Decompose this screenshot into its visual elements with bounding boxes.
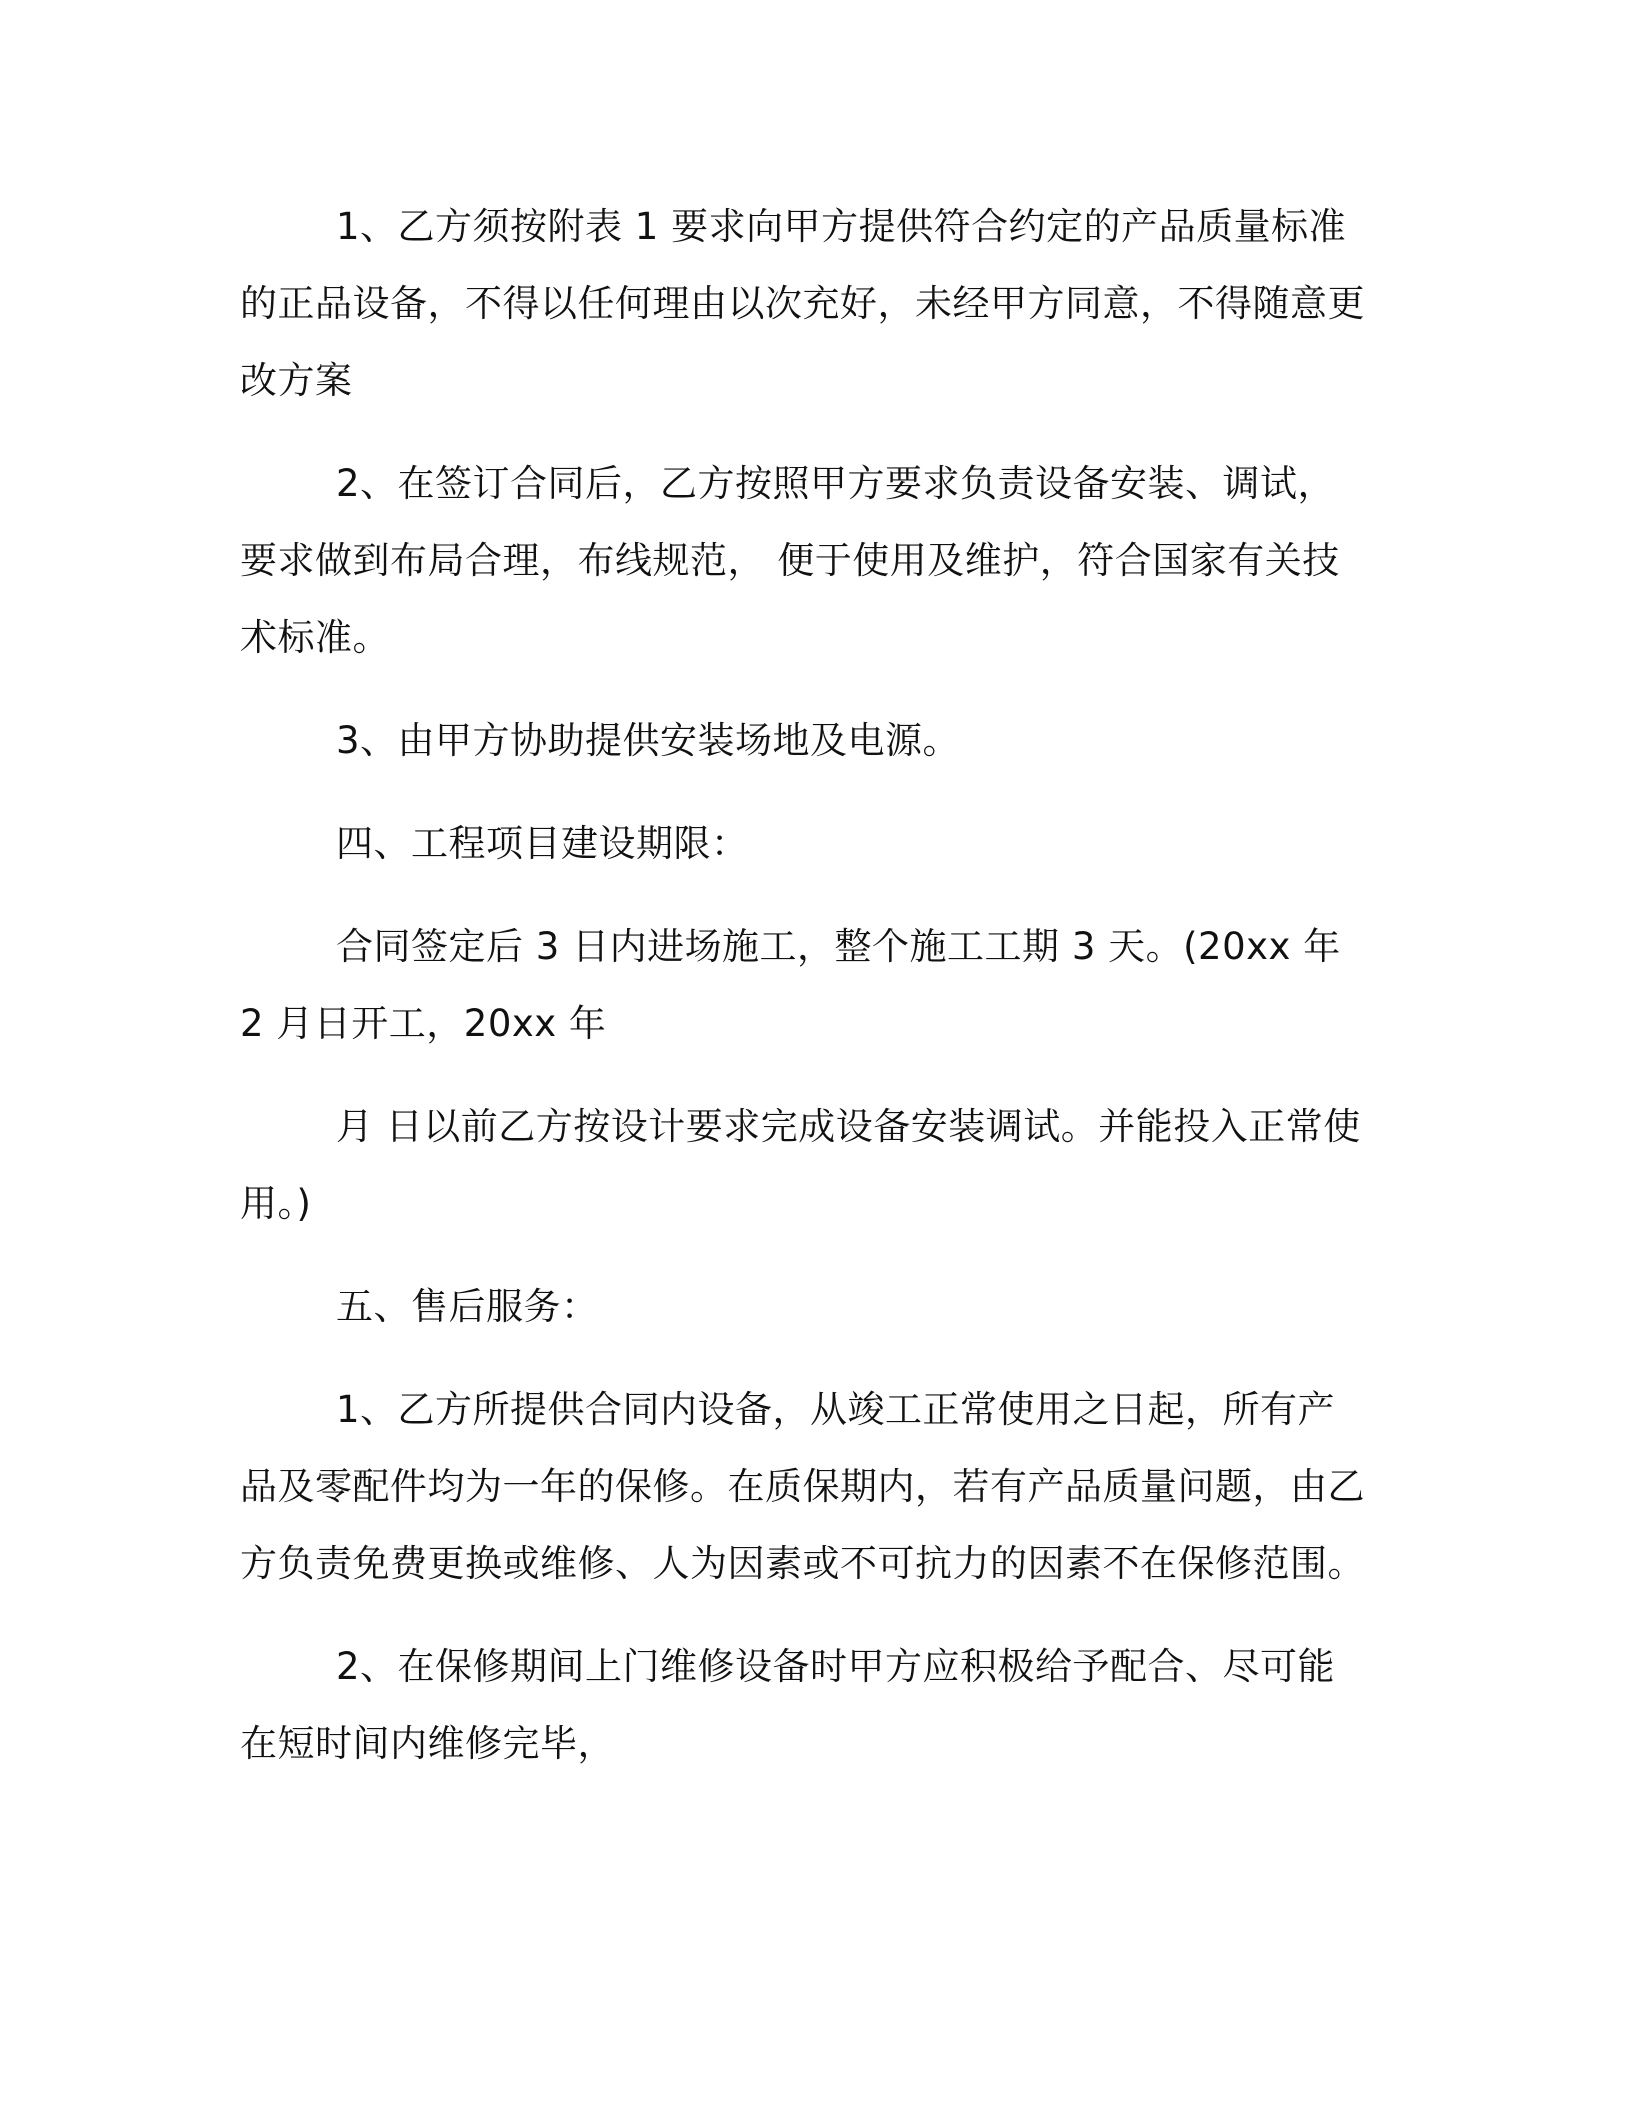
document-body [240,188,1370,1782]
section-heading-construction-period: 四、工程项目建设期限： [336,822,749,865]
paragraph-schedule-completion: 月 日以前乙方按设计要求完成设备安装调试。并能投入正常使用。) [240,1105,1361,1225]
paragraph-clause-3-site-power: 3、由甲方协助提供安装场地及电源。 [336,719,961,762]
paragraph-warranty-clause-2: 2、在保修期间上门维修设备时甲方应积极给予配合、尽可能在短时间内维修完毕， [240,1645,1336,1765]
section-heading-after-sales: 五、售后服务： [336,1285,599,1328]
paragraph-clause-1-quality: 1、乙方须按附表 1 要求向甲方提供符合约定的产品质量标准的正品设备，不得以任何理由以次充好，未经甲方同意，不得随意更改方案 [240,205,1365,402]
paragraph-schedule-start: 合同签定后 3 日内进场施工，整个施工工期 3 天。(20xx 年 2 月日开工，20xx 年 [240,925,1341,1045]
paragraph-clause-2-installation: 2、在签订合同后，乙方按照甲方要求负责设备安装、调试，要求做到布局合理，布线规范， 便于使用及维护，符合国家有关技术标准。 [240,462,1340,659]
paragraph-warranty-clause-1: 1、乙方所提供合同内设备，从竣工正常使用之日起，所有产品及零配件均为一年的保修。在质保期内，若有产品质量问题，由乙方负责免费更换或维修、人为因素或不可抗力的因素不在保修范围。 [240,1388,1365,1585]
